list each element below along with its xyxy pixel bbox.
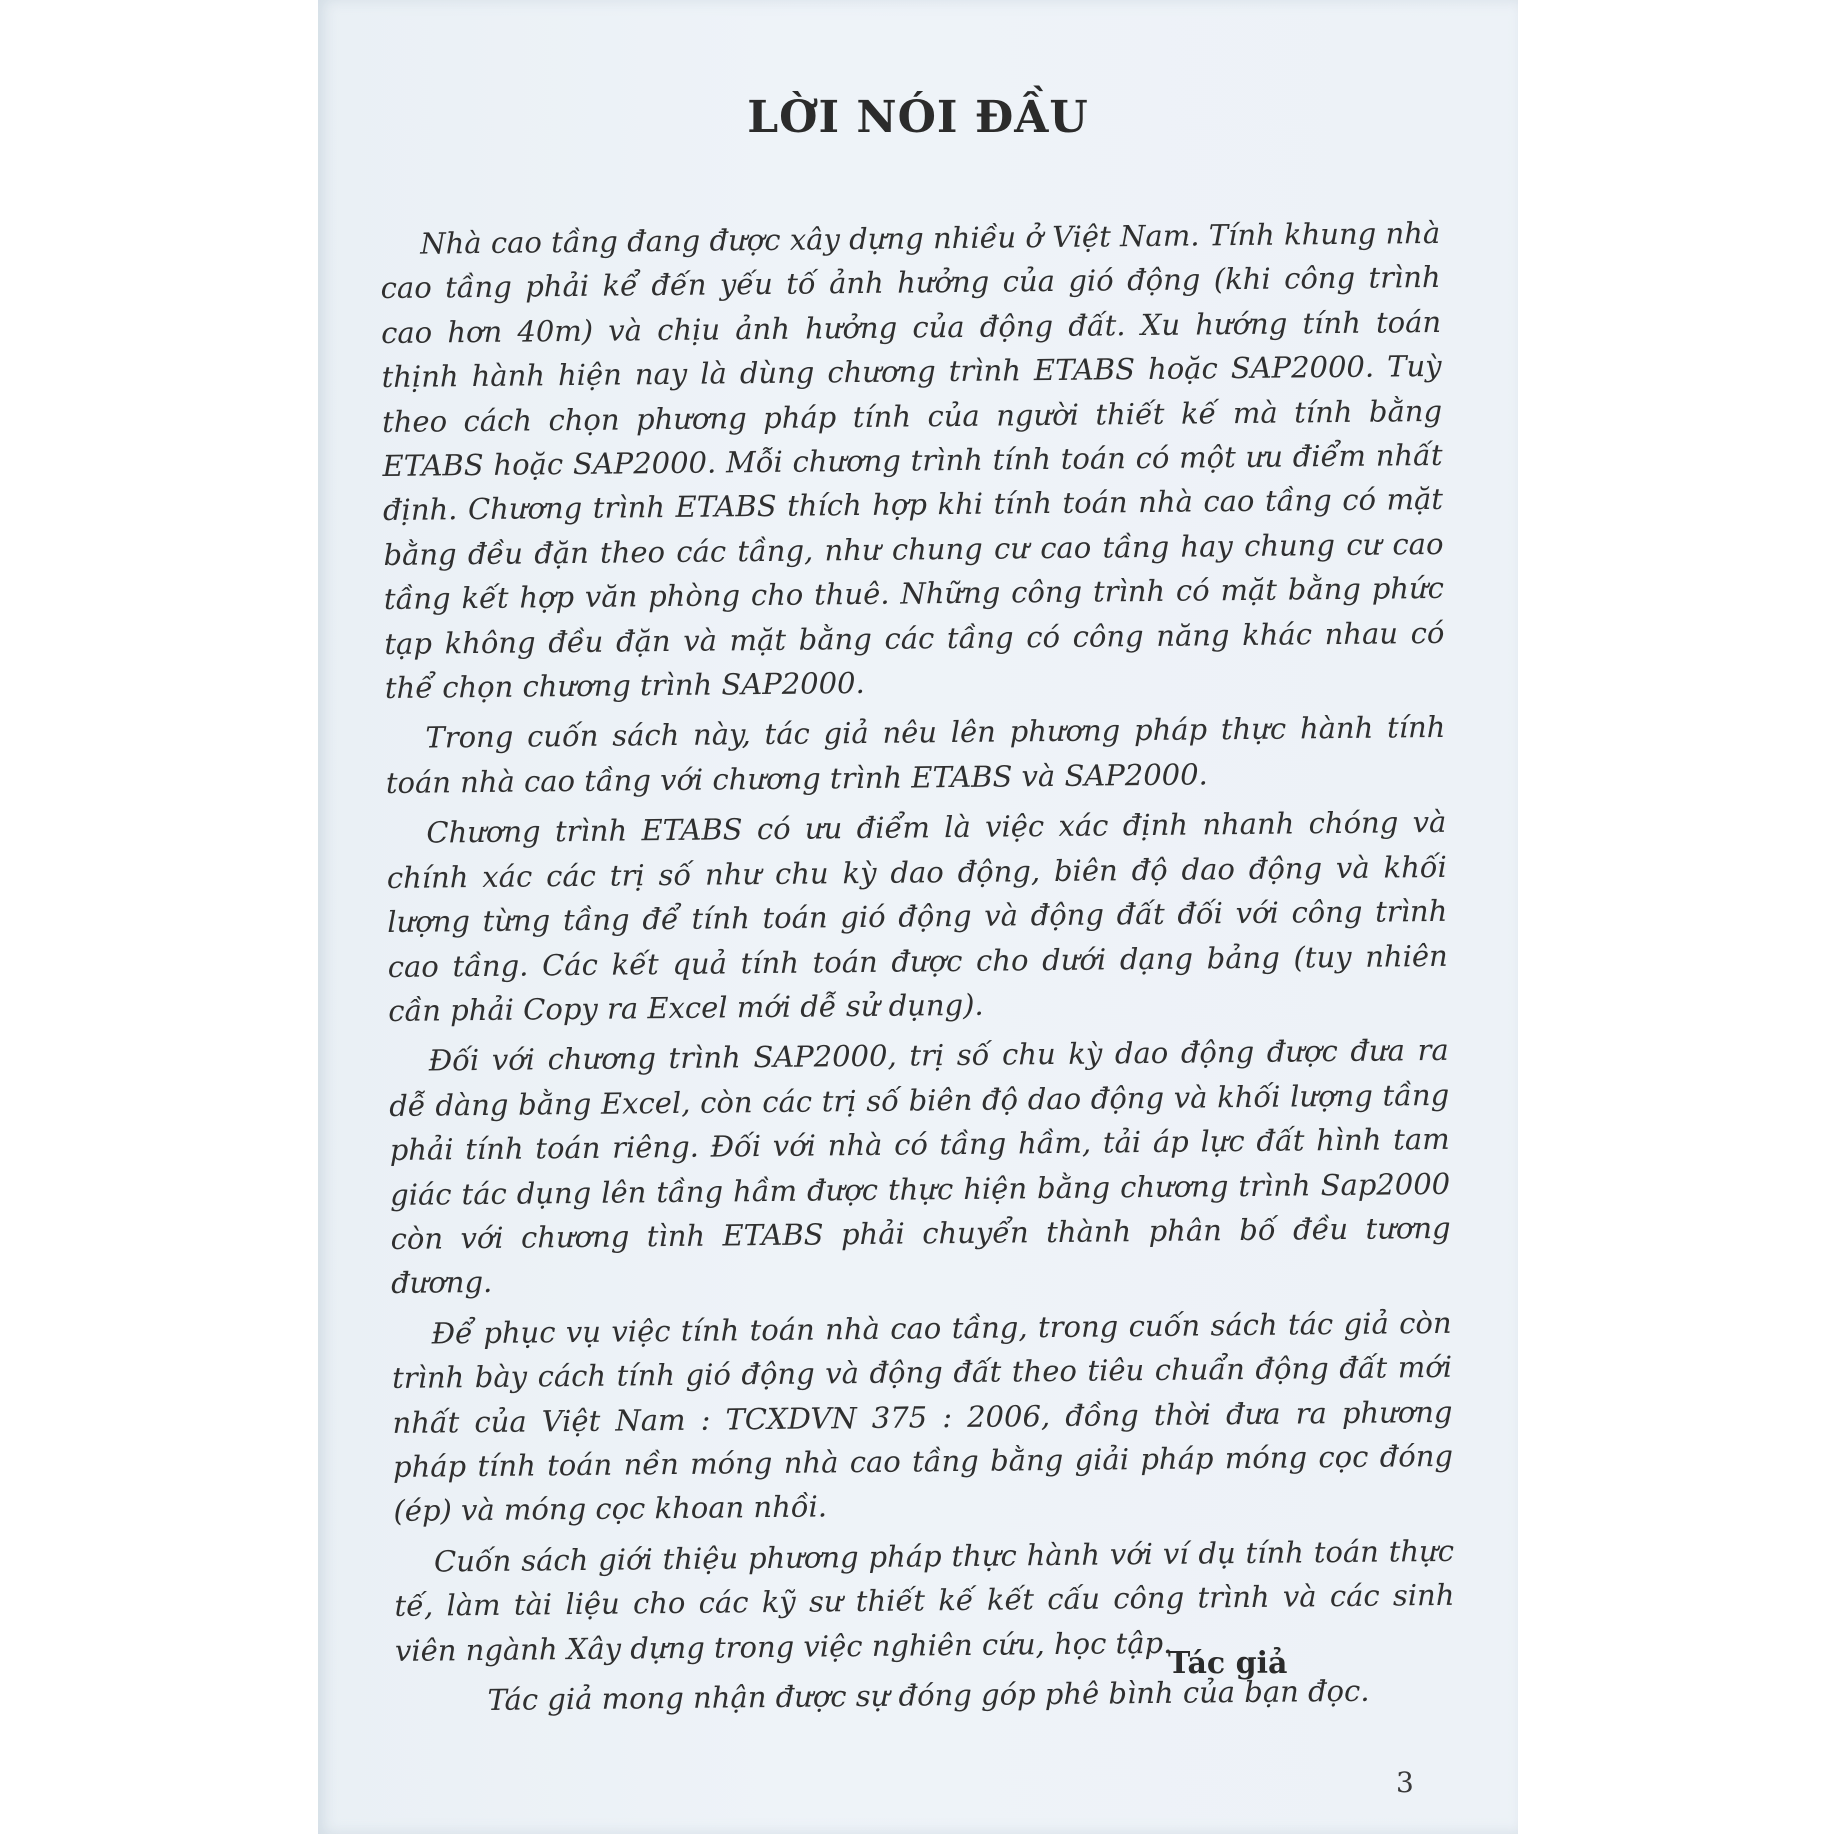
paragraph-book-scope: Trong cuốn sách này, tác giả nêu lên phương pháp thực hành tính toán nhà cao tầng với chương trình ETABS và SAP2000. <box>385 710 1446 800</box>
page-number: 3 <box>1396 1766 1414 1799</box>
paragraph-audience: Cuốn sách giới thiệu phương pháp thực hành với ví dụ tính toán thực tế, làm tài liệu cho các kỹ sư thiết kế kết cấu công trình và các sinh viên ngành Xây dựng trong việc nghiên cứu, học tập. <box>394 1533 1455 1668</box>
preface-body <box>380 211 1456 1729</box>
paragraph-standards: Để phục vụ việc tính toán nhà cao tầng, trong cuốn sách tác giả còn trình bày cách tính gió động và động đất theo tiêu chuẩn động đất mới nhất của Việt Nam : TCXDVN 375 : 2006, đồng thời đưa ra phương pháp tính toán nền móng nhà cao tầng bằng giải pháp móng cọc đóng (ép) và móng cọc khoan nhồi. <box>391 1305 1454 1529</box>
author-signature: Tác giả <box>1168 1646 1288 1681</box>
paragraph-closing: Tác giả mong nhận được sự đóng góp phê bình của bạn đọc. <box>487 1673 1370 1717</box>
page-title: LỜI NÓI ĐẦU <box>747 92 1089 143</box>
paragraph-sap2000: Đối với chương trình SAP2000, trị số chu kỳ dao động được đưa ra dễ dàng bằng Excel, còn các trị số biên độ dao động và khối lượng tầng phải tính toán riêng. Đối với nhà có tầng hầm, tải áp lực đất hình tam giác tác dụng lên tầng hầm được thực hiện bằng chương trình Sap2000 còn với chương tình ETABS phải chuyển thành phân bố đều tương đương. <box>389 1033 1451 1301</box>
book-page <box>318 0 1518 1834</box>
paragraph-intro: Nhà cao tầng đang được xây dựng nhiều ở Việt Nam. Tính khung nhà cao tầng phải kể đến yếu tố ảnh hưởng của gió động (khi công trình cao hơn 40m) và chịu ảnh hưởng của động đất. Xu hướng tính toán thịnh hành hiện nay là dùng chương trình ETABS hoặc SAP2000. Tuỳ theo cách chọn phương pháp tính của người thiết kế mà tính bằng ETABS hoặc SAP2000. Mỗi chương trình tính toán có một ưu điểm nhất định. Chương trình ETABS thích hợp khi tính toán nhà cao tầng có mặt bằng đều đặn theo các tầng, như chung cư cao tầng hay chung cư cao tầng kết hợp văn phòng cho thuê. Những công trình có mặt bằng phức tạp không đều đặn và mặt bằng các tầng có công năng khác nhau có thể chọn chương trình SAP2000. <box>380 215 1445 706</box>
paragraph-etabs: Chương trình ETABS có ưu điểm là việc xác định nhanh chóng và chính xác các trị số như chu kỳ dao động, biên độ dao động và khối lượng từng tầng để tính toán gió động và động đất đối với công trình cao tầng. Các kết quả tính toán được cho dưới dạng bảng (tuy nhiên cần phải Copy ra Excel mới dễ sử dụng). <box>386 805 1448 1028</box>
